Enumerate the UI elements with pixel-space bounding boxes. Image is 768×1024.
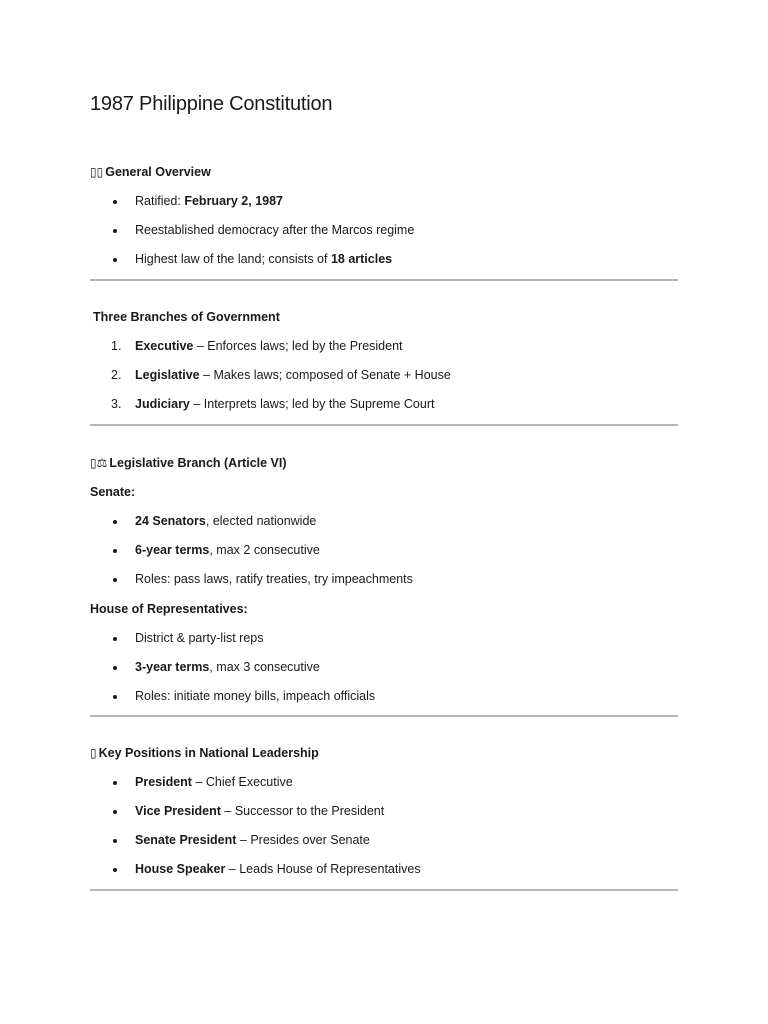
- list-item: 2. Legislative – Makes laws; composed of Senate + House: [90, 365, 678, 394]
- section-key-positions: [90, 743, 678, 888]
- positions-list: [90, 772, 678, 888]
- section-heading: [90, 453, 678, 473]
- house-list: [90, 628, 678, 715]
- list-item: 6-year terms, max 2 consecutive: [135, 543, 320, 557]
- horizontal-divider: [90, 715, 678, 717]
- list-item: Senate President – Presides over Senate: [135, 833, 370, 847]
- list-item: 3. Judiciary – Interprets laws; led by the Supreme Court: [90, 394, 678, 423]
- list-item: Vice President – Successor to the President: [135, 804, 385, 818]
- section-heading-text: General Overview: [105, 165, 211, 179]
- list-item: 3-year terms, max 3 consecutive: [135, 660, 320, 674]
- list-item: Roles: initiate money bills, impeach officials: [135, 689, 376, 703]
- document-icon: ▯▯: [90, 165, 104, 179]
- list-number: 3.: [111, 397, 122, 411]
- list-item: House Speaker – Leads House of Representatives: [135, 862, 421, 876]
- section-heading: [90, 307, 678, 327]
- section-heading-text: Key Positions in National Leadership: [98, 746, 319, 760]
- section-heading-text: Three Branches of Government: [93, 310, 280, 324]
- list-item: District & party-list reps: [135, 631, 264, 645]
- page-title: 1987 Philippine Constitution: [90, 93, 333, 115]
- section-heading: [90, 743, 678, 763]
- flag-icon: ▯: [90, 746, 97, 760]
- scales-icon: ▯⚖: [90, 456, 108, 470]
- list-item: Reestablished democracy after the Marcos regime: [135, 223, 415, 237]
- section-legislative-branch: [90, 453, 678, 715]
- list-item: 24 Senators, elected nationwide: [135, 514, 317, 528]
- list-item: 1. Executive – Enforces laws; led by the President: [90, 336, 678, 365]
- senate-label: Senate:: [90, 485, 136, 499]
- section-heading: [90, 162, 678, 182]
- section-three-branches: [90, 307, 678, 423]
- list-number: 2.: [111, 368, 122, 382]
- list-item: Roles: pass laws, ratify treaties, try impeachments: [135, 572, 413, 586]
- house-label: House of Representatives:: [90, 602, 248, 616]
- horizontal-divider: [90, 889, 678, 891]
- horizontal-divider: [90, 424, 678, 426]
- senate-list: [90, 511, 678, 598]
- list-number: 1.: [111, 339, 122, 353]
- list-item: President – Chief Executive: [135, 775, 293, 789]
- section-heading-text: Legislative Branch (Article VI): [109, 456, 287, 470]
- branches-list: [90, 336, 678, 423]
- overview-list: [90, 191, 678, 278]
- horizontal-divider: [90, 279, 678, 281]
- list-item: Ratified: February 2, 1987: [135, 194, 284, 208]
- list-item: Highest law of the land; consists of 18 articles: [135, 252, 393, 266]
- section-general-overview: [90, 162, 678, 278]
